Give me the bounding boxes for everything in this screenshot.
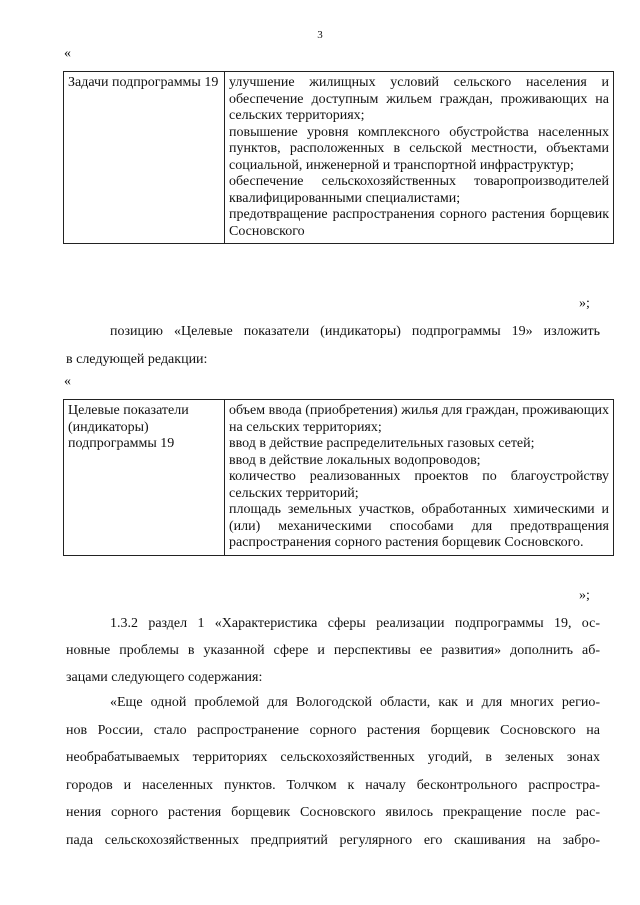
paragraph-line: нения сорного растения борщевик Сосновского явилось прекращение после рас- <box>66 805 600 820</box>
list-item: объем ввода (приобретения) жилья для граждан, проживающих на сельских территориях; <box>229 403 609 435</box>
page-number: 3 <box>317 29 323 41</box>
list-item: ввод в действие распределительных газовых сетей; <box>229 436 535 451</box>
opening-quote-mark: « <box>64 374 71 389</box>
list-item: повышение уровня комплексного обустройства населенных пунктов, расположенных в сельской местности, объектами социальной, инженерной и транспортной инфраструктур; <box>229 124 609 173</box>
paragraph-line: зацами следующего содержания: <box>66 670 263 685</box>
list-item: обеспечение сельскохозяйственных товаропроизводителей квалифицированными специалистами; <box>229 174 609 206</box>
paragraph-line: новные проблемы в указанной сфере и перспективы ее развития» дополнить аб- <box>66 643 600 658</box>
paragraph-line: 1.3.2 раздел 1 «Характеристика сферы реализации подпрограммы 19, ос- <box>110 616 600 631</box>
table-row <box>64 72 614 244</box>
list-item: предотвращение распространения сорного растения борщевик Сосновского <box>229 207 609 239</box>
indicators-table-label: Целевые показатели (индикаторы) подпрограммы 19 <box>64 400 225 556</box>
closing-quote-mark: »; <box>579 588 590 603</box>
indicators-table <box>63 399 614 556</box>
closing-quote-mark: »; <box>579 296 590 311</box>
list-item: площадь земельных участков, обработанных химическими и (или) механическими способами для предотвращения распространения сорного растения борщевик Сосновского. <box>229 502 609 550</box>
position-paragraph <box>66 318 600 374</box>
tasks-table-label: Задачи подпрограммы 19 <box>64 72 225 244</box>
tasks-table <box>63 71 614 244</box>
table-row <box>64 400 614 556</box>
tasks-table-content <box>225 72 614 244</box>
paragraph-line: необрабатываемых территориях сельскохозяйственных угодий, в зеленых зонах <box>66 750 600 765</box>
paragraph-line: позицию «Целевые показатели (индикаторы) подпрограммы 19» изложить <box>110 324 600 339</box>
quoted-text-paragraph <box>66 689 600 854</box>
paragraph-line: нов России, стало распространение сорного растения борщевик Сосновского на <box>66 722 600 738</box>
list-item: улучшение жилищных условий сельского населения и обеспечение доступным жильем граждан, проживающих на сельских территориях; <box>229 75 609 123</box>
section-paragraph <box>66 610 600 691</box>
list-item: ввод в действие локальных водопроводов; <box>229 452 481 468</box>
paragraph-line: пада сельскохозяйственных предприятий регулярного его скашивания на забро- <box>66 832 600 848</box>
list-item: количество реализованных проектов по благоустройству сельских территорий; <box>229 469 609 501</box>
paragraph-line: «Еще одной проблемой для Вологодской области, как и для многих регио- <box>110 695 600 710</box>
indicators-table-content <box>225 400 614 556</box>
paragraph-line: в следующей редакции: <box>66 352 208 367</box>
opening-quote-mark: « <box>64 46 71 61</box>
paragraph-line: городов и населенных пунктов. Толчком к началу бесконтрольного распростра- <box>66 777 600 793</box>
